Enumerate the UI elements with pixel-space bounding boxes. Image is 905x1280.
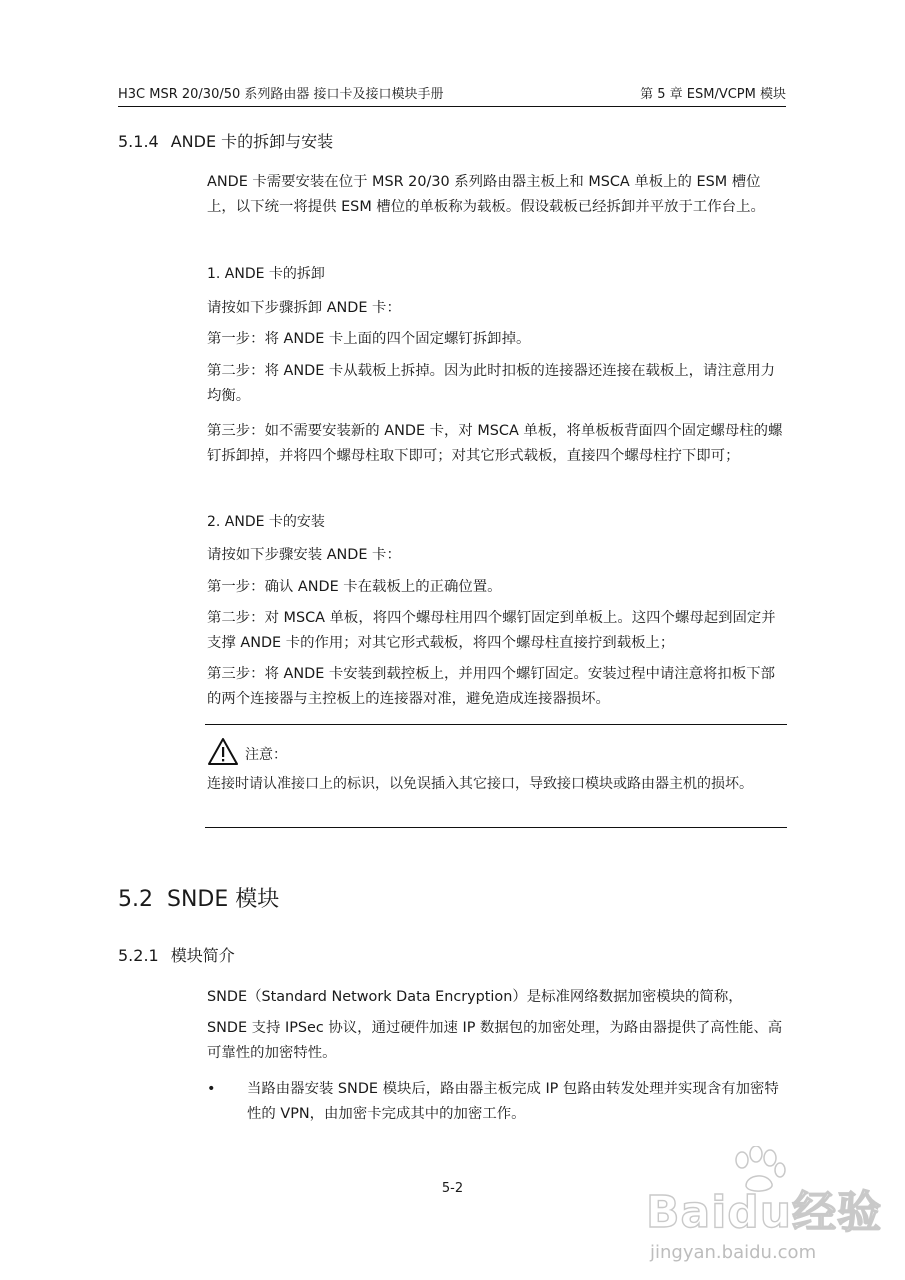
- watermark-url: jingyan.baidu.com: [650, 1242, 817, 1263]
- section-title: 模块简介: [170, 946, 235, 965]
- removal-subheading: 1. ANDE 卡的拆卸: [207, 266, 325, 282]
- install-step-2: 第二步：对 MSCA 单板，将四个螺母柱用四个螺钉固定到单板上。这四个螺母起到固定并支撑 ANDE 卡的作用；对其它形式载板，将四个螺母柱直接拧到载板上；: [207, 610, 776, 651]
- header-chapter-title: 第 5 章 ESM/VCPM 模块: [640, 87, 786, 102]
- watermark-brand: Baidu经验: [646, 1187, 883, 1238]
- section-number: 5.2: [118, 887, 153, 912]
- install-step-3: 第三步：将 ANDE 卡安装到载控板上，并用四个螺钉固定。安装过程中请注意将扣板下部的两个连接器与主控板上的连接器对准，避免造成连接器损坏。: [207, 666, 775, 707]
- bullet-text: 当路由器安装 SNDE 模块后，路由器主板完成 IP 包路由转发处理并实现含有加密特性的 VPN，由加密卡完成其中的加密工作。: [247, 1081, 779, 1122]
- warning-triangle-icon: [207, 737, 239, 767]
- section-heading-5-2-1: [118, 945, 235, 967]
- snde-paragraph-1: SNDE（Standard Network Data Encryption）是标准网络数据加密模块的简称，: [207, 989, 743, 1005]
- snde-paragraph-2: SNDE 支持 IPSec 协议，通过硬件加速 IP 数据包的加密处理，为路由器提供了高性能、高可靠性的加密特性。: [207, 1020, 783, 1061]
- section-heading-5-2: [118, 885, 279, 915]
- note-label: 注意：: [245, 747, 287, 763]
- section-number: 5.2.1: [118, 946, 159, 965]
- page-header: [118, 86, 786, 107]
- section-title: SNDE 模块: [167, 887, 280, 912]
- note-top-rule: [205, 724, 787, 725]
- install-step-1: 第一步：确认 ANDE 卡在载板上的正确位置。: [207, 579, 502, 595]
- section-title: ANDE 卡的拆卸与安装: [170, 132, 334, 151]
- page-number: 5-2: [441, 1181, 464, 1196]
- removal-step-3: 第三步：如不需要安装新的 ANDE 卡，对 MSCA 单板，将单板板背面四个固定螺母柱的螺钉拆卸掉，并将四个螺母柱取下即可；对其它形式载板，直接四个螺母柱拧下即可；: [207, 423, 783, 464]
- removal-step-2: 第二步：将 ANDE 卡从载板上拆掉。因为此时扣板的连接器还连接在载板上，请注意用力均衡。: [207, 363, 775, 404]
- header-manual-title: H3C MSR 20/30/50 系列路由器 接口卡及接口模块手册: [118, 87, 444, 102]
- section-number: 5.1.4: [118, 132, 159, 151]
- note-text: 连接时请认准接口上的标识，以免误插入其它接口，导致接口模块或路由器主机的损坏。: [207, 776, 753, 792]
- baidu-jingyan-watermark: [640, 1140, 883, 1270]
- removal-step-1: 第一步：将 ANDE 卡上面的四个固定螺钉拆卸掉。: [207, 331, 531, 347]
- removal-lead: 请按如下步骤拆卸 ANDE 卡：: [207, 300, 401, 316]
- install-lead: 请按如下步骤安装 ANDE 卡：: [207, 547, 401, 563]
- section-heading-5-1-4: [118, 131, 333, 153]
- bullet-icon: •: [207, 1081, 216, 1097]
- intro-paragraph: ANDE 卡需要安装在位于 MSR 20/30 系列路由器主板上和 MSCA 单板上的 ESM 槽位上，以下统一将提供 ESM 槽位的单板称为载板。假设载板已经拆卸并平放于工作台上。: [207, 174, 765, 215]
- install-subheading: 2. ANDE 卡的安装: [207, 514, 325, 530]
- note-bottom-rule: [205, 827, 787, 828]
